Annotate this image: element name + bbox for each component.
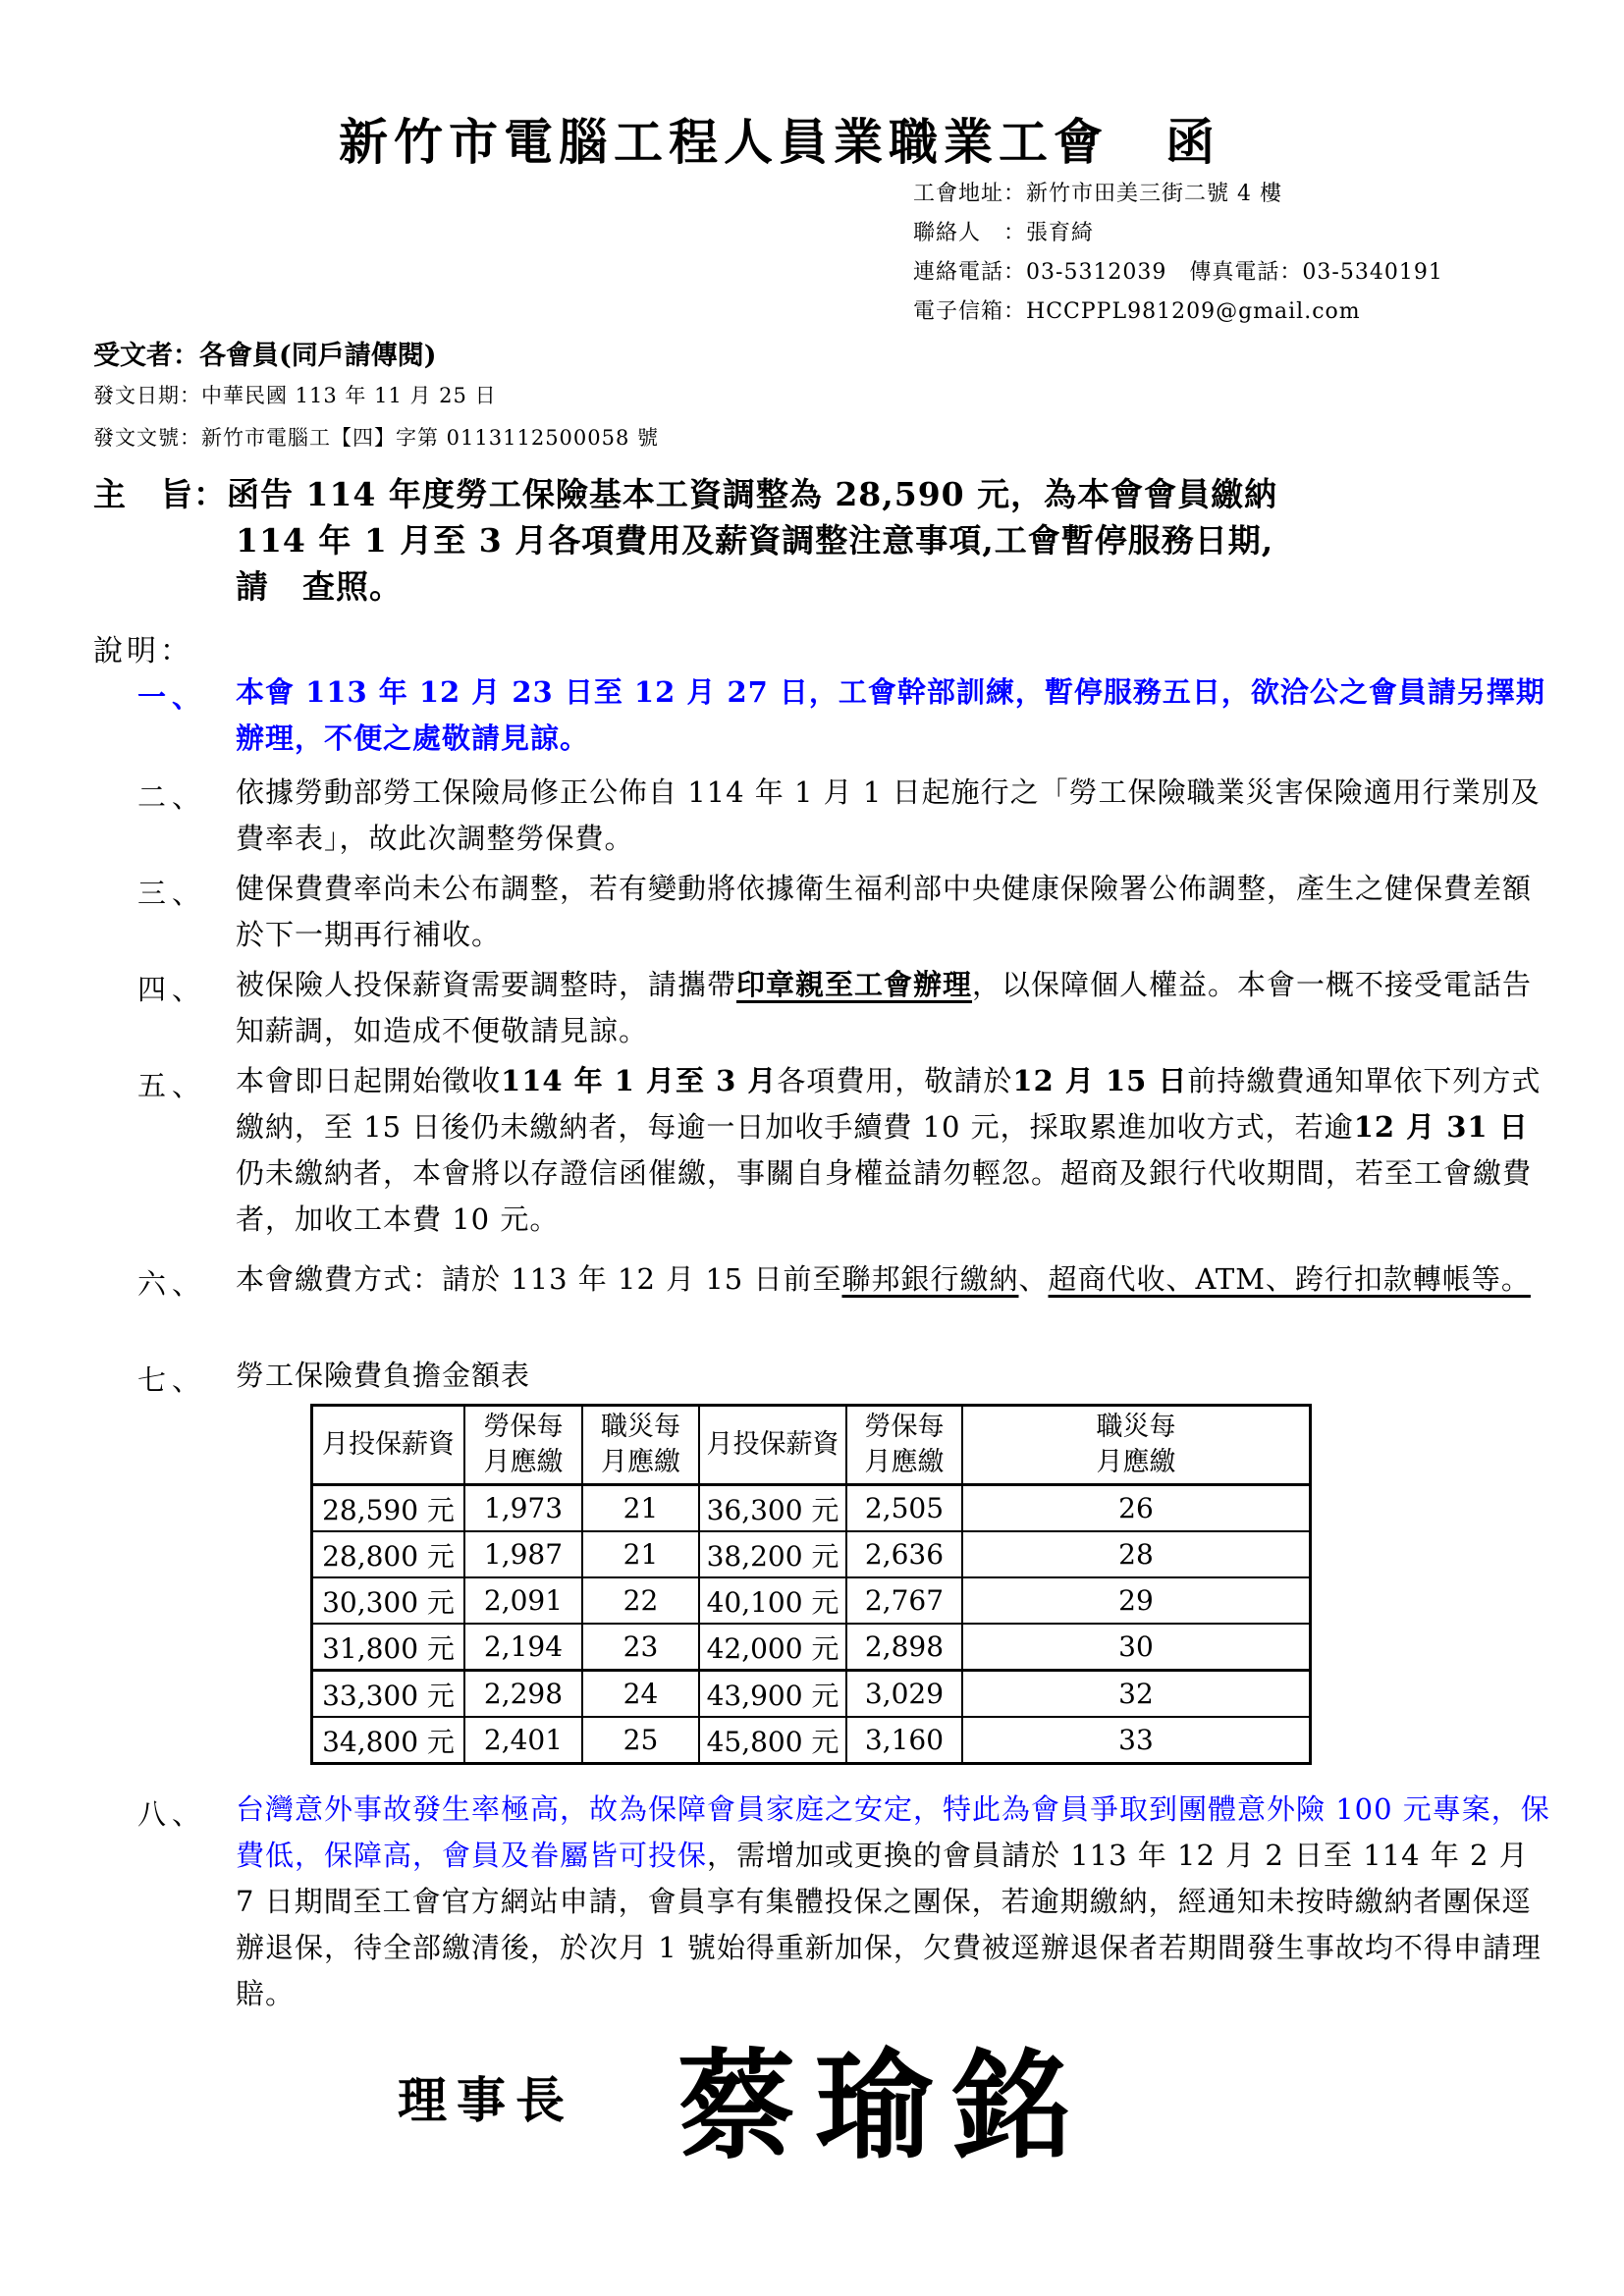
fee-table-cell: 28,590 元	[312, 1485, 465, 1532]
fee-table-cell: 2,401	[464, 1717, 582, 1764]
fee-table-cell: 21	[582, 1485, 699, 1532]
fee-table-row	[312, 1624, 1311, 1671]
contact-person: 聯絡人 ：張育綺	[913, 221, 1095, 245]
fee-table-cell: 45,800 元	[699, 1717, 846, 1764]
subject-line-2: 114 年 1 月至 3 月各項費用及薪資調整注意事項,工會暫停服務日期,	[236, 521, 1274, 560]
fee-table-cell: 34,800 元	[312, 1717, 465, 1764]
item-6-text: 本會繳費方式：請於 113 年 12 月 15 日前至聯邦銀行繳納、超商代收、ATM、跨行扣款轉帳等。	[236, 1262, 1531, 1296]
fee-table-cell: 30,300 元	[312, 1577, 465, 1624]
org-name: 新竹市電腦工程人員業職業工會	[339, 113, 1109, 171]
col-header: 月投保薪資	[699, 1406, 846, 1485]
subject-line-3: 請 查照。	[236, 567, 403, 606]
fee-table-cell: 2,767	[846, 1577, 962, 1624]
fee-table-cell: 33,300 元	[312, 1671, 465, 1718]
fee-table-cell: 21	[582, 1531, 699, 1577]
fee-table-cell: 2,091	[464, 1577, 582, 1624]
fee-table-header	[312, 1406, 1311, 1485]
fee-table-cell: 22	[582, 1577, 699, 1624]
fee-table-cell: 43,900 元	[699, 1671, 846, 1718]
contact-email: 電子信箱：HCCPPL981209@gmail.com	[913, 299, 1361, 324]
col-header: 月投保薪資	[312, 1406, 465, 1485]
fee-table-row	[312, 1717, 1311, 1764]
recipient: 受文者：各會員(同戶請傳閱)	[93, 341, 437, 371]
fee-table-cell: 3,029	[846, 1671, 962, 1718]
contact-phone: 連絡電話：03-5312039 傳真電話：03-5340191	[913, 260, 1443, 285]
fee-table-cell: 2,505	[846, 1485, 962, 1532]
fee-table-cell: 32	[962, 1671, 1311, 1718]
subject-label: 主 旨：	[93, 475, 227, 513]
fee-table-cell: 24	[582, 1671, 699, 1718]
fee-table-cell: 23	[582, 1624, 699, 1671]
fee-table-cell: 36,300 元	[699, 1485, 846, 1532]
col-header: 勞保每 月應繳	[464, 1406, 582, 1485]
item-8-text: 台灣意外事故發生率極高，故為保障會員家庭之安定，特此為會員爭取到團體意外險 100 元專案，保費低，保障高，會員及眷屬皆可投保，需增加或更換的會員請於 113 年 12 月 2 日至 114 年 2 月 7 日期間至工會官方網站申請，會員享有集體投保之團保，若逾期繳納，經通知未按時繳納者團保逕辦退保，待全部繳清後，於次月 1 號始得重新加保，欠費被逕辦退保者若期間發生事故均不得申請理賠。	[236, 1792, 1550, 2010]
item-8-number: 八、	[137, 1797, 207, 1831]
fee-table-cell: 30	[962, 1624, 1311, 1671]
fee-table-cell: 42,000 元	[699, 1624, 846, 1671]
fee-table-row	[312, 1485, 1311, 1532]
fee-table-cell: 40,100 元	[699, 1577, 846, 1624]
fee-table-row	[312, 1671, 1311, 1718]
subject-line-1: 主 旨：函告 114 年度勞工保險基本工資調整為 28,590 元，為本會會員繳納	[93, 475, 1278, 513]
item-3-number: 三、	[137, 877, 207, 910]
item-1-number: 一、	[137, 680, 207, 714]
fee-table-cell: 33	[962, 1717, 1311, 1764]
explanation-label: 說明：	[93, 634, 193, 668]
item-4-number: 四、	[137, 973, 207, 1006]
item-5-number: 五、	[137, 1069, 207, 1102]
signature-title: 理事長	[398, 2071, 574, 2129]
item-5-text: 本會即日起開始徵收114 年 1 月至 3 月各項費用，敬請於12 月 15 日前持繳費通知單依下列方式繳納，至 15 日後仍未繳納者，每逾一日加收手續費 10 元，採取累進加收方式，若逾12 月 31 日仍未繳納者，本會將以存證信函催繳，事關自身權益請勿輕忽。超商及銀行代收期間，若至工會繳費者，加收工本費 10 元。	[236, 1064, 1542, 1236]
doc-type: 函	[1165, 113, 1220, 171]
fee-table-cell: 26	[962, 1485, 1311, 1532]
fee-table-row	[312, 1577, 1311, 1624]
group-insurance-promo: 台灣意外事故發生率極高，故為保障會員家庭之安定，特此為會員爭取到團體意外險 100 元專案，保費低，保障高，會員及眷屬皆可投保	[236, 1792, 1550, 1872]
item-2-text: 依據勞動部勞工保險局修正公佈自 114 年 1 月 1 日起施行之「勞工保險職業災害保險適用行業別及費率表」，故此次調整勞保費。	[236, 775, 1541, 855]
item-2-number: 二、	[137, 780, 207, 814]
fee-table	[310, 1404, 1312, 1765]
col-header: 勞保每 月應繳	[846, 1406, 962, 1485]
emphasis-in-person: 印章親至工會辦理	[736, 968, 973, 1001]
signature-name: 蔡瑜銘	[677, 2037, 1090, 2175]
item-3-text: 健保費費率尚未公布調整，若有變動將依據衛生福利部中央健康保險署公佈調整，產生之健保費差額於下一期再行補收。	[236, 872, 1533, 951]
letterhead-title	[339, 103, 1220, 174]
fee-table-cell: 1,987	[464, 1531, 582, 1577]
issue-date: 發文日期：中華民國 113 年 11 月 25 日	[93, 384, 497, 407]
col-header: 職災每 月應繳	[582, 1406, 699, 1485]
payment-other: 超商代收、ATM、跨行扣款轉帳等。	[1048, 1262, 1531, 1296]
fee-table-cell: 29	[962, 1577, 1311, 1624]
fee-table-cell: 28	[962, 1531, 1311, 1577]
item-4-text: 被保險人投保薪資需要調整時，請攜帶印章親至工會辦理，以保障個人權益。本會一概不接受電話告知薪調，如造成不便敬請見諒。	[236, 968, 1533, 1047]
fee-table-cell: 2,898	[846, 1624, 962, 1671]
fee-table-cell: 3,160	[846, 1717, 962, 1764]
issue-number: 發文文號：新竹市電腦工【四】字第 0113112500058 號	[93, 426, 660, 450]
fee-table-cell: 25	[582, 1717, 699, 1764]
item-6-number: 六、	[137, 1267, 207, 1301]
contact-address: 工會地址：新竹市田美三街二號 4 樓	[913, 182, 1282, 206]
fee-table-cell: 31,800 元	[312, 1624, 465, 1671]
fee-table-cell: 1,973	[464, 1485, 582, 1532]
item-7-number: 七、	[137, 1363, 207, 1397]
item-1-text: 本會 113 年 12 月 23 日至 12 月 27 日，工會幹部訓練，暫停服務五日，欲洽公之會員請另擇期辦理，不便之處敬請見諒。	[236, 675, 1545, 755]
fee-table-row	[312, 1531, 1311, 1577]
payment-bank: 聯邦銀行繳納	[841, 1262, 1019, 1296]
col-header: 職災每 月應繳	[962, 1406, 1311, 1485]
item-7-text: 勞工保險費負擔金額表	[236, 1359, 531, 1392]
fee-table-cell: 2,636	[846, 1531, 962, 1577]
fee-table-cell: 28,800 元	[312, 1531, 465, 1577]
fee-table-cell: 2,194	[464, 1624, 582, 1671]
fee-table-cell: 38,200 元	[699, 1531, 846, 1577]
fee-table-cell: 2,298	[464, 1671, 582, 1718]
